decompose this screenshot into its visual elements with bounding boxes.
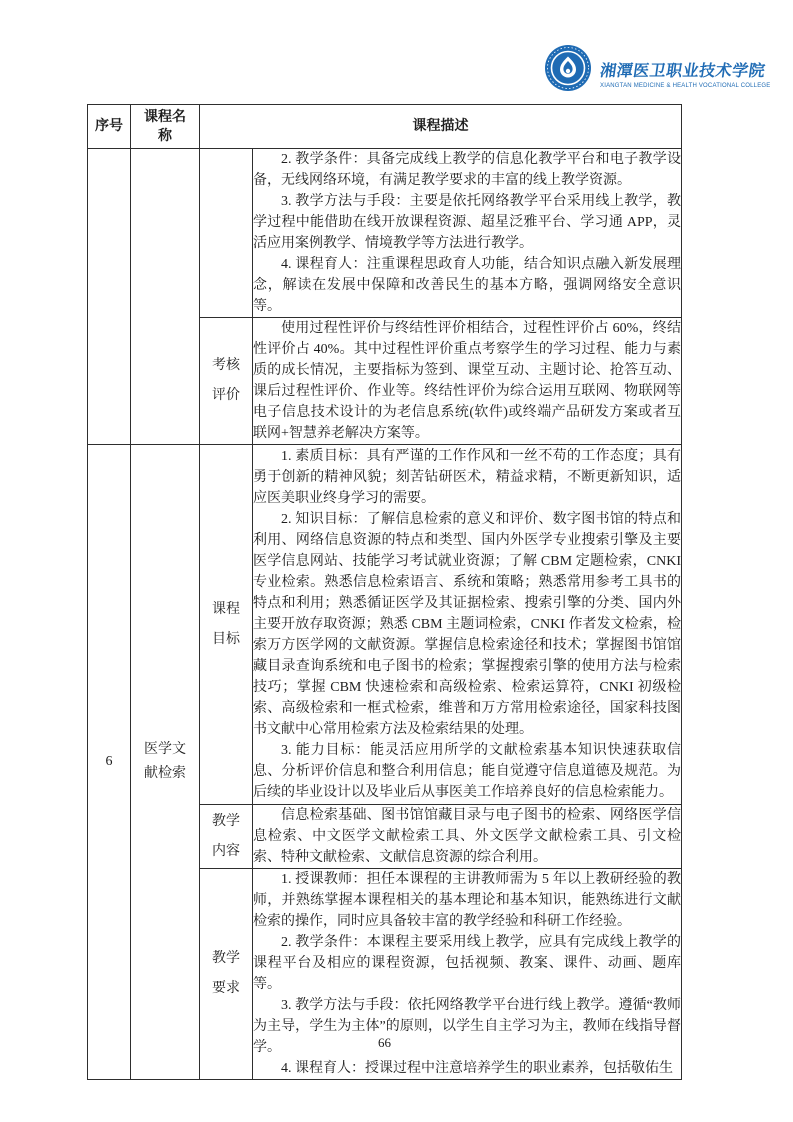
header-cell-course-desc bbox=[200, 105, 682, 149]
course-description-table bbox=[87, 104, 682, 1080]
section-content-goals bbox=[253, 445, 682, 805]
college-name-cn: 湘潭医卫职业技术学院 bbox=[598, 63, 767, 80]
paragraph: 使用过程性评价与终结性评价相结合，过程性评价占 60%，终结性评价占 40%。其中过程性评价重点考察学生的学习过程、能力与素质的成长情况，主要指标为签到、课堂互动、主题讨论、抢答互动、课后过程性评价、作业等。终结性评价为综合运用互联网、物联网等电子信息技术设计的为老信息系统(软件)或终端产品研发方案或者互联网+智慧养老解决方案等。 bbox=[253, 321, 681, 441]
section-content-assessment bbox=[253, 318, 682, 445]
paragraph: 3. 教学方法与手段：主要是依托网络教学平台采用线上教学，教学过程中能借助在线开放课程资源、超星泛雅平台、学习通 APP，灵活应用案例教学、情境教学等方法进行教学。 bbox=[253, 194, 681, 251]
section-label-assessment: 考核评价 bbox=[200, 318, 253, 445]
header-seq-label: 序号 bbox=[95, 119, 123, 134]
paragraph: 信息检索基础、图书馆馆藏目录与电子图书的检索、网络医学信息检索、中文医学文献检索工具、外文医学文献检索工具、引文检索、特种文献检索、文献信息资源的综合利用。 bbox=[253, 808, 681, 865]
section-content-content bbox=[253, 805, 682, 869]
paragraph: 4. 课程育人：授课过程中注意培养学生的职业素养，包括敬佑生 bbox=[281, 1061, 673, 1076]
header-course-desc-label: 课程描述 bbox=[412, 119, 469, 134]
college-emblem-icon bbox=[544, 44, 592, 92]
header-course-name-label: 课程名称 bbox=[144, 109, 186, 144]
section-content-teaching bbox=[253, 149, 682, 318]
paragraph: 2. 教学条件：本课程主要采用线上教学，应具有完成线上教学的课程平台及相应的课程资源，包括视频、教案、课件、动画、题库等。 bbox=[253, 935, 681, 992]
table-row-continuation-teaching bbox=[88, 149, 682, 318]
paragraph: 1. 授课教师：担任本课程的主讲教师需为 5 年以上教研经验的教师，并熟练掌握本课程相关的基本理论和基本知识，能熟练进行文献检索的操作，同时应具备较丰富的教学经验和科研工作经验。 bbox=[253, 872, 681, 929]
paragraph: 3. 教学方法与手段：依托网络教学平台进行线上教学。遵循“教师为主导，学生为主体”的原则，以学生自主学习为主，教师在线指导督学。 bbox=[253, 998, 681, 1055]
college-logo-text bbox=[600, 44, 770, 89]
paragraph: 2. 教学条件：具备完成线上教学的信息化教学平台和电子教学设备，无线网络环境，有满足教学要求的丰富的线上教学资源。 bbox=[253, 152, 681, 188]
paragraph: 2. 知识目标：了解信息检索的意义和评价、数字图书馆的特点和利用、网络信息资源的特点和类型、国内外医学专业搜索引擎及主要医学信息网站、技能学习考试就业资源；了解 CBM 定题检索，CNKI 专业检索。熟悉信息检索语言、系统和策略；熟悉常用参考工具书的特点和利用；熟悉循证医学及其证据检索、搜索引擎的分类、国内外主要开放存取资源；熟悉 CBM 主题词检索，CNKI 作者发文检索，检索万方医学网的文献资源。掌握信息检索途径和技术；掌握图书馆馆藏目录查询系统和电子图书的检索；掌握搜索引擎的使用方法与检索技巧；掌握 CBM 快速检索和高级检索、检索运算符，CNKI 初级检索、高级检索和一框式检索，维普和万方常用检索途径，国家科技图书文献中心常用检索方法及检索结果的处理。 bbox=[253, 512, 681, 737]
header-cell-seq bbox=[88, 105, 131, 149]
table-header-row bbox=[88, 105, 682, 149]
course-name-cell bbox=[131, 445, 200, 1080]
paragraph: 1. 素质目标：具有严谨的工作作风和一丝不苟的工作态度；具有勇于创新的精神风貌；刻苦钻研医术，精益求精，不断更新知识，适应医美职业终身学习的需要。 bbox=[253, 449, 681, 506]
section-label-requirements: 教学要求 bbox=[200, 869, 253, 1080]
paragraph: 3. 能力目标：能灵活应用所学的文献检索基本知识快速获取信息、分析评价信息和整合利用信息；能自觉遵守信息道德及规范。为后续的毕业设计以及毕业后从事医美工作培养良好的信息检索能力。 bbox=[253, 743, 681, 800]
college-name-en: XIANGTAN MEDICINE & HEALTH VOCATIONAL COLLEGE bbox=[600, 83, 771, 89]
seq-cell-6: 6 bbox=[88, 445, 131, 1080]
college-logo bbox=[544, 44, 770, 92]
course-name-cell-empty bbox=[131, 149, 200, 445]
course-name-text: 医学文献检索 bbox=[144, 742, 186, 781]
table-row-course-goals bbox=[88, 445, 682, 805]
seq-cell-empty bbox=[88, 149, 131, 445]
header-cell-course-name bbox=[131, 105, 200, 149]
paragraph: 4. 课程育人：注重课程思政育人功能，结合知识点融入新发展理念，解读在发展中保障和改善民生的基本方略，强调网络安全意识等。 bbox=[253, 257, 681, 314]
section-label-goals: 课程目标 bbox=[200, 445, 253, 805]
section-label-empty bbox=[200, 149, 253, 318]
page-number: 66 bbox=[378, 1035, 391, 1050]
section-label-content: 教学内容 bbox=[200, 805, 253, 869]
